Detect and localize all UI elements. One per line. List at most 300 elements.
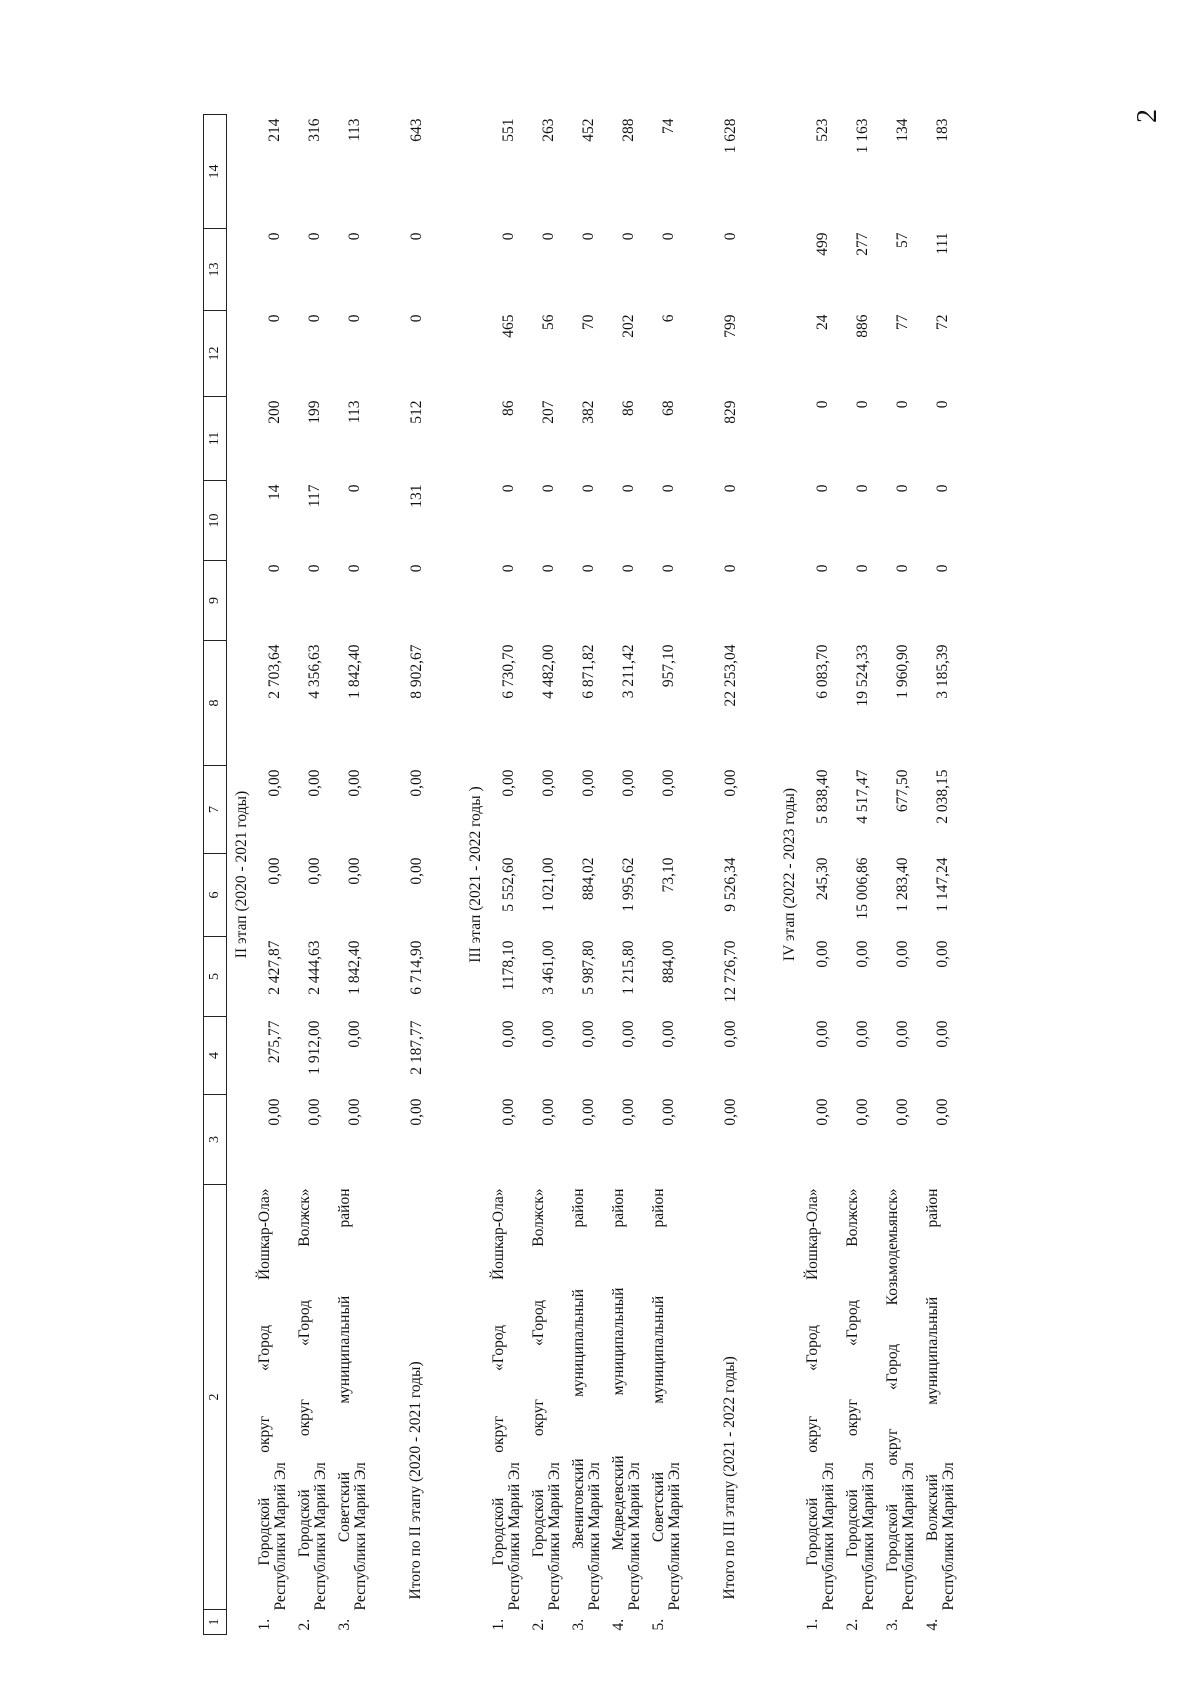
name-word: «Город [884, 1343, 901, 1390]
value-cell: 24 [814, 314, 831, 330]
name-word: муниципальный [650, 1295, 667, 1404]
value-cell: 0,00 [620, 1020, 637, 1048]
total-value-cell: 0 [408, 564, 425, 573]
value-cell: 288 [620, 118, 637, 142]
spacer-row [377, 115, 399, 1635]
column-number: 11 [204, 397, 227, 481]
value-cell: 0,00 [306, 1098, 323, 1126]
value-cell: 1 283,40 [894, 857, 911, 912]
name-word: округ [256, 1415, 273, 1453]
total-value-cell: 0,00 [408, 769, 425, 797]
total-value-cell: 0 [408, 314, 425, 323]
value-cell: 0,00 [540, 769, 557, 797]
name-word: «Город [256, 1324, 273, 1371]
name-line-2: Республики Марий Эл [626, 1462, 643, 1611]
value-cell: 0,00 [540, 1098, 557, 1126]
value-cell: 0 [346, 564, 363, 573]
value-cell: 277 [854, 232, 871, 256]
value-cell: 3 461,00 [540, 940, 557, 995]
table-row [337, 115, 377, 1635]
column-number: 14 [204, 115, 227, 229]
name-word: район [650, 1188, 667, 1228]
value-cell: 5 552,60 [500, 857, 517, 912]
value-cell: 207 [540, 400, 557, 424]
value-cell: 677,50 [894, 769, 911, 813]
value-cell: 73,10 [660, 857, 677, 893]
name-word: округ [490, 1415, 507, 1453]
value-cell: 0,00 [660, 769, 677, 797]
value-cell: 0,00 [346, 1020, 363, 1048]
value-cell: 1 842,40 [346, 940, 363, 995]
value-cell: 0 [854, 564, 871, 573]
stage-heading-row [775, 115, 805, 1635]
value-cell: 134 [894, 118, 911, 142]
value-cell: 183 [934, 118, 951, 142]
value-cell: 1 147,24 [934, 857, 951, 912]
value-cell: 263 [540, 118, 557, 142]
value-cell: 0,00 [500, 1020, 517, 1048]
value-cell: 0 [660, 564, 677, 573]
name-word: Йошкар-Ола» [490, 1188, 507, 1281]
value-cell: 382 [580, 400, 597, 424]
spacer [439, 115, 461, 1635]
value-cell: 884,00 [660, 940, 677, 984]
name-line [297, 1189, 313, 1631]
table-row [531, 115, 571, 1635]
column-number: 12 [204, 311, 227, 397]
value-cell: 6 [660, 314, 677, 323]
value-cell: 957,10 [660, 644, 677, 688]
name-word: «Город [530, 1299, 547, 1346]
column-number: 5 [204, 937, 227, 1017]
total-row [713, 115, 753, 1635]
column-number: 13 [204, 229, 227, 311]
value-cell: 4 482,00 [540, 644, 557, 699]
value-cell: 0,00 [894, 1020, 911, 1048]
total-value-cell: 1 628 [722, 118, 739, 154]
value-cell: 202 [620, 314, 637, 338]
value-cell: 316 [306, 118, 323, 142]
spacer [377, 115, 399, 1635]
name-word: Волжск» [296, 1188, 313, 1247]
value-cell: 77 [894, 314, 911, 330]
value-cell: 452 [580, 118, 597, 142]
value-cell: 0 [540, 564, 557, 573]
spacer-row [439, 115, 461, 1635]
name-line-2: Республики Марий Эл [940, 1462, 957, 1611]
name-line [531, 1189, 547, 1631]
value-cell: 0,00 [346, 1098, 363, 1126]
value-cell: 1 215,80 [620, 940, 637, 995]
total-value-cell: 0,00 [408, 857, 425, 885]
value-cell: 57 [894, 232, 911, 248]
spacer-row [691, 115, 713, 1635]
name-word: Медведевский [610, 1455, 627, 1551]
value-cell: 0,00 [660, 1098, 677, 1126]
value-cell: 0,00 [580, 1020, 597, 1048]
name-line [845, 1189, 861, 1631]
value-cell: 0,00 [814, 940, 831, 968]
total-value-cell: 12 726,70 [722, 940, 739, 1003]
table-row [491, 115, 531, 1635]
value-cell: 0 [306, 314, 323, 323]
value-cell: 2 038,15 [934, 769, 951, 824]
value-cell: 0 [934, 400, 951, 409]
value-cell: 2 444,63 [306, 940, 323, 995]
name-word: Йошкар-Ола» [256, 1188, 273, 1281]
name-word: округ [296, 1399, 313, 1437]
name-word: округ [530, 1399, 547, 1437]
rotated-page [203, 115, 1023, 1635]
value-cell: 113 [346, 400, 363, 424]
total-value-cell: 6 714,90 [408, 940, 425, 995]
value-cell: 0 [934, 564, 951, 573]
value-cell: 0,00 [814, 1020, 831, 1048]
total-value-cell: 512 [408, 400, 425, 424]
value-cell: 0 [266, 232, 283, 241]
value-cell: 0,00 [934, 940, 951, 968]
value-cell: 0 [540, 232, 557, 241]
total-value-cell: 131 [408, 484, 425, 508]
column-number: 3 [204, 1095, 227, 1185]
total-label: Итого по II этапу (2020 - 2021 годы) [407, 1361, 424, 1600]
column-number: 4 [204, 1017, 227, 1095]
name-line-2: Республики Марий Эл [506, 1462, 523, 1611]
value-cell: 199 [306, 400, 323, 424]
value-cell: 884,02 [580, 857, 597, 901]
name-line-2: Республики Марий Эл [900, 1462, 917, 1611]
column-number-row [204, 115, 227, 1635]
value-cell: 0,00 [500, 1098, 517, 1126]
value-cell: 523 [814, 118, 831, 142]
municipality-name [571, 1185, 611, 1635]
total-value-cell: 22 253,04 [722, 644, 739, 707]
municipality-name [611, 1185, 651, 1635]
total-label: Итого по III этапу (2021 - 2022 годы) [721, 1356, 738, 1600]
name-word: Звениговский [570, 1458, 587, 1549]
stage-title: II этап (2020 - 2021 годы) [233, 790, 250, 959]
value-cell: 72 [934, 314, 951, 330]
name-word: «Город [296, 1299, 313, 1346]
municipality-name [491, 1185, 531, 1635]
value-cell: 0 [894, 564, 911, 573]
total-value-cell: 0 [722, 564, 739, 573]
value-cell: 0,00 [540, 1020, 557, 1048]
name-word: муниципальный [570, 1289, 587, 1397]
value-cell: 551 [500, 118, 517, 142]
value-cell: 499 [814, 232, 831, 256]
total-value-cell: 0 [408, 232, 425, 241]
name-line [491, 1189, 507, 1631]
value-cell: 0 [266, 564, 283, 573]
municipality-name [805, 1185, 845, 1635]
value-cell: 117 [306, 484, 323, 508]
value-cell: 0,00 [894, 1098, 911, 1126]
row-index: 3. [570, 1618, 587, 1631]
municipality-name [845, 1185, 885, 1635]
value-cell: 200 [266, 400, 283, 424]
name-line-2: Республики Марий Эл [352, 1462, 369, 1611]
value-cell: 0,00 [346, 857, 363, 885]
row-index: 4. [924, 1618, 941, 1631]
value-cell: 0,00 [580, 1098, 597, 1126]
value-cell: 2 703,64 [266, 644, 283, 699]
spacer [691, 115, 713, 1635]
value-cell: 0 [580, 484, 597, 493]
value-cell: 113 [346, 118, 363, 142]
row-index: 2. [296, 1618, 313, 1631]
column-number: 6 [204, 854, 227, 937]
total-value-cell: 0,00 [722, 769, 739, 797]
name-word: муниципальный [610, 1287, 627, 1396]
name-word: «Город [844, 1299, 861, 1346]
name-line-2: Республики Марий Эл [666, 1462, 683, 1611]
total-value-cell: 829 [722, 400, 739, 424]
row-index: 5. [650, 1618, 667, 1631]
value-cell: 0,00 [854, 1098, 871, 1126]
table-row [925, 115, 965, 1635]
table-row [297, 115, 337, 1635]
value-cell: 1 912,00 [306, 1020, 323, 1075]
value-cell: 0 [620, 484, 637, 493]
value-cell: 0,00 [500, 769, 517, 797]
value-cell: 86 [620, 400, 637, 416]
value-cell: 0 [854, 484, 871, 493]
value-cell: 1 960,90 [894, 644, 911, 699]
name-word: Козьмодемьянск» [884, 1188, 901, 1306]
row-index: 1. [490, 1618, 507, 1631]
value-cell: 0 [306, 564, 323, 573]
table-row [885, 115, 925, 1635]
value-cell: 0 [894, 484, 911, 493]
row-index: 1. [256, 1618, 273, 1631]
spacer-row [753, 115, 775, 1635]
value-cell: 3 211,42 [620, 644, 637, 699]
value-cell: 0,00 [580, 769, 597, 797]
name-word: округ [884, 1428, 901, 1466]
value-cell: 0,00 [620, 769, 637, 797]
row-index: 3. [336, 1618, 353, 1631]
value-cell: 0,00 [266, 1098, 283, 1126]
value-cell: 5 838,40 [814, 769, 831, 824]
value-cell: 1178,10 [500, 940, 517, 991]
total-value-cell: 643 [408, 118, 425, 142]
municipality-name [885, 1185, 925, 1635]
name-word: Городской [884, 1503, 901, 1572]
value-cell: 19 524,33 [854, 644, 871, 707]
value-cell: 15 006,86 [854, 857, 871, 920]
value-cell: 0,00 [346, 769, 363, 797]
column-number: 8 [204, 641, 227, 766]
value-cell: 0,00 [306, 769, 323, 797]
name-word: округ [844, 1399, 861, 1437]
value-cell: 0 [346, 314, 363, 323]
total-value-cell: 799 [722, 314, 739, 338]
value-cell: 0 [346, 484, 363, 493]
value-cell: 0 [306, 232, 323, 241]
value-cell: 214 [266, 118, 283, 142]
row-index: 1. [804, 1618, 821, 1631]
name-line [925, 1189, 941, 1631]
value-cell: 0 [814, 400, 831, 409]
value-cell: 0,00 [854, 940, 871, 968]
value-cell: 14 [266, 484, 283, 500]
municipality-name [297, 1185, 337, 1635]
value-cell: 1 163 [854, 118, 871, 154]
total-value-cell: 8 902,67 [408, 644, 425, 699]
name-line [885, 1189, 901, 1631]
name-word: Советский [336, 1472, 353, 1543]
column-number: 9 [204, 561, 227, 641]
column-number: 7 [204, 766, 227, 854]
total-value-cell: 9 526,34 [722, 857, 739, 912]
value-cell: 2 427,87 [266, 940, 283, 995]
name-word: округ [804, 1415, 821, 1453]
value-cell: 0,00 [934, 1020, 951, 1048]
municipality-name [337, 1185, 377, 1635]
name-word: Волжск» [530, 1188, 547, 1247]
name-word: Городской [256, 1497, 273, 1566]
value-cell: 86 [500, 400, 517, 416]
stage-title: III этап (2021 - 2022 годы ) [467, 786, 484, 963]
name-line [651, 1189, 667, 1631]
value-cell: 5 987,80 [580, 940, 597, 995]
name-line-2: Республики Марий Эл [860, 1462, 877, 1611]
value-cell: 1 842,40 [346, 644, 363, 699]
name-word: муниципальный [336, 1295, 353, 1404]
row-index: 3. [884, 1618, 901, 1631]
name-word: район [336, 1188, 353, 1228]
value-cell: 1 021,00 [540, 857, 557, 912]
name-line-2: Республики Марий Эл [272, 1462, 289, 1611]
name-word: район [924, 1188, 941, 1228]
value-cell: 74 [660, 118, 677, 134]
total-value-cell: 0,00 [408, 1098, 425, 1126]
total-value-cell: 2 187,77 [408, 1020, 425, 1075]
value-cell: 0,00 [620, 1098, 637, 1126]
stage-heading-row [227, 115, 258, 1635]
value-cell: 6 871,82 [580, 644, 597, 699]
row-index: 2. [530, 1618, 547, 1631]
name-line [571, 1189, 587, 1631]
value-cell: 0 [660, 484, 677, 493]
total-value-cell: 0 [722, 232, 739, 241]
total-value-cell: 0 [722, 484, 739, 493]
value-cell: 0,00 [266, 857, 283, 885]
value-cell: 0,00 [934, 1098, 951, 1126]
value-cell: 0 [580, 232, 597, 241]
name-line-2: Республики Марий Эл [820, 1462, 837, 1611]
municipality-name [651, 1185, 691, 1635]
value-cell: 0 [934, 484, 951, 493]
value-cell: 4 356,63 [306, 644, 323, 699]
total-value-cell: 0,00 [722, 1098, 739, 1126]
value-cell: 0 [346, 232, 363, 241]
value-cell: 0,00 [894, 940, 911, 968]
value-cell: 1 995,62 [620, 857, 637, 912]
spacer [753, 115, 775, 1635]
column-number: 10 [204, 481, 227, 561]
municipality-name [531, 1185, 571, 1635]
name-word: муниципальный [924, 1296, 941, 1405]
data-table [203, 114, 965, 1635]
value-cell: 245,30 [814, 857, 831, 901]
name-word: Городской [296, 1489, 313, 1558]
value-cell: 0 [620, 564, 637, 573]
name-line-2: Республики Марий Эл [586, 1462, 603, 1611]
value-cell: 0 [660, 232, 677, 241]
column-number: 2 [204, 1185, 227, 1610]
name-word: район [570, 1188, 587, 1228]
name-line [611, 1189, 627, 1631]
name-word: Городской [844, 1489, 861, 1558]
value-cell: 6 730,70 [500, 644, 517, 699]
table-row [611, 115, 651, 1635]
name-word: Советский [650, 1472, 667, 1543]
value-cell: 0,00 [306, 857, 323, 885]
value-cell: 886 [854, 314, 871, 338]
value-cell: 0 [540, 484, 557, 493]
value-cell: 0 [500, 564, 517, 573]
name-word: Йошкар-Ола» [804, 1188, 821, 1281]
row-index: 4. [610, 1618, 627, 1631]
value-cell: 0 [894, 400, 911, 409]
value-cell: 0,00 [660, 1020, 677, 1048]
value-cell: 0 [620, 232, 637, 241]
name-word: Городской [490, 1497, 507, 1566]
value-cell: 6 083,70 [814, 644, 831, 699]
table-row [257, 115, 297, 1635]
value-cell: 4 517,47 [854, 769, 871, 824]
row-index: 2. [844, 1618, 861, 1631]
value-cell: 111 [934, 232, 951, 255]
total-row [399, 115, 439, 1635]
value-cell: 56 [540, 314, 557, 330]
value-cell: 0 [500, 484, 517, 493]
value-cell: 3 185,39 [934, 644, 951, 699]
municipality-name [257, 1185, 297, 1635]
name-word: Городской [804, 1497, 821, 1566]
stage-heading-row [461, 115, 491, 1635]
value-cell: 70 [580, 314, 597, 330]
column-number: 1 [204, 1610, 227, 1635]
value-cell: 0,00 [854, 1020, 871, 1048]
name-line-2: Республики Марий Эл [546, 1462, 563, 1611]
value-cell: 0 [580, 564, 597, 573]
name-word: «Город [490, 1324, 507, 1371]
value-cell: 0,00 [266, 769, 283, 797]
name-word: Городской [530, 1489, 547, 1558]
stage-title: IV этап (2022 - 2023 годы) [781, 787, 798, 962]
name-word: «Город [804, 1324, 821, 1371]
name-word: район [610, 1188, 627, 1228]
value-cell: 465 [500, 314, 517, 338]
value-cell: 68 [660, 400, 677, 416]
table-row [845, 115, 885, 1635]
value-cell: 0,00 [814, 1098, 831, 1126]
name-line [805, 1189, 821, 1631]
value-cell: 0 [500, 232, 517, 241]
table-row [651, 115, 691, 1635]
name-word: Волжский [924, 1474, 941, 1542]
name-line-2: Республики Марий Эл [312, 1462, 329, 1611]
name-line [257, 1189, 273, 1631]
name-line [337, 1189, 353, 1631]
value-cell: 0 [814, 484, 831, 493]
value-cell: 275,77 [266, 1020, 283, 1064]
page-number: 2 [1132, 109, 1163, 123]
table-row [805, 115, 845, 1635]
